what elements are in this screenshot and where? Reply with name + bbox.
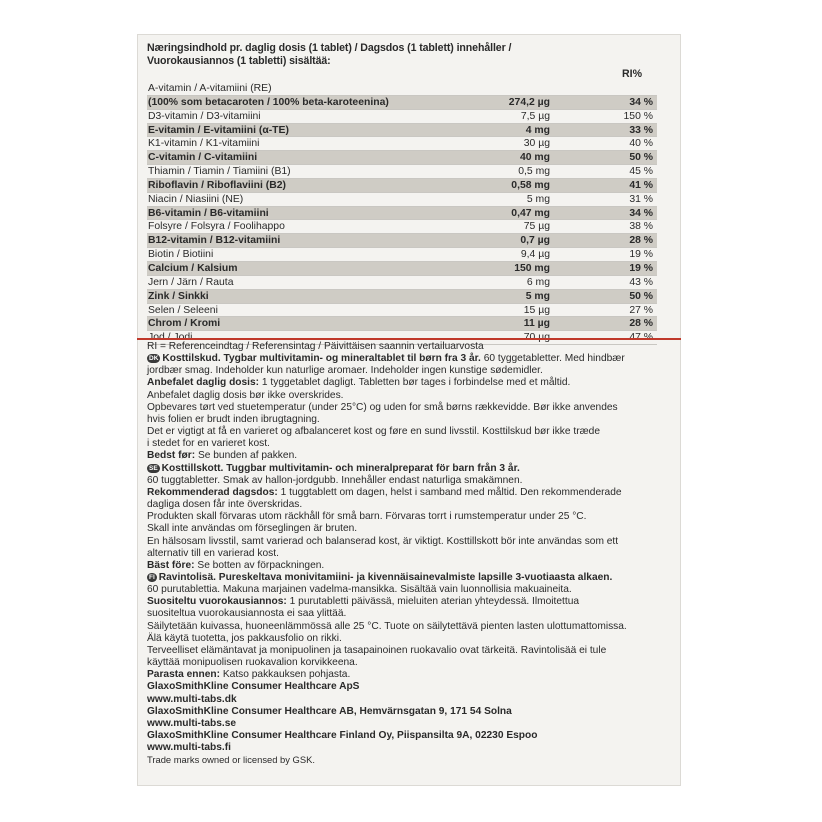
dk-best-before: [147, 450, 667, 462]
nutrient-ri-percent: 34 %: [629, 207, 653, 219]
nutrient-row: [147, 96, 657, 110]
nutrient-row: [147, 290, 657, 304]
se-best-before-label: Bäst före:: [147, 559, 195, 571]
dk-intro: [147, 353, 667, 365]
nutrient-ri-percent: 50 %: [629, 152, 653, 164]
fi-line-4: suositeltua vuorokausiannosta ei saa ylittää.: [147, 608, 347, 620]
nutrient-name: B12-vitamin / B12-vitamiini: [148, 235, 281, 247]
nutrient-name: Calcium / Kalsium: [148, 262, 238, 274]
nutrient-name: Niacin / Niasiini (NE): [148, 193, 244, 205]
nutrient-amount: 6 mg: [526, 276, 550, 288]
fi-best-before-text: Katso pakkauksen pohjasta.: [220, 669, 351, 681]
nutrient-row: [147, 165, 657, 179]
nutrient-amount: 150 mg: [514, 262, 550, 274]
nutrient-ri-percent: 28 %: [629, 318, 653, 330]
nutrient-ri-percent: 31 %: [629, 193, 653, 205]
fi-line-7: Terveelliset elämäntavat ja monipuolinen ja tasapainoinen ruokavalio ovat tärkeitä. Ravintolisää ei tule: [147, 644, 607, 656]
nutrition-header: [147, 42, 657, 68]
nutrition-header-line-1: Næringsindhold pr. daglig dosis (1 tablet) / Dagsdos (1 tablett) innehåller /: [147, 42, 512, 54]
ri-note: RI = Referenceindtag / Referensintag / Päivittäisen saannin vertailuarvosta: [147, 341, 484, 352]
nutrient-ri-percent: 150 %: [623, 110, 653, 122]
dk-intro-rest: 60 tyggetabletter. Med hindbær: [480, 353, 625, 365]
nutrient-row: [147, 248, 657, 262]
nutrient-ri-percent: 43 %: [629, 276, 653, 288]
fi-intro: [147, 572, 667, 584]
nutrient-amount: 11 µg: [523, 318, 550, 330]
nutrient-name: B6-vitamin / B6-vitamiini: [148, 207, 269, 219]
nutrient-row: [147, 220, 657, 234]
fi-line-2: 60 purutablettia. Makuna marjainen vadelma-mansikka. Sisältää vain luonnollisia makuaineita.: [147, 584, 572, 596]
fi-best-before-label: Parasta ennen:: [147, 669, 221, 681]
nutrient-ri-percent: 41 %: [629, 179, 653, 191]
se-dose-label: Rekommenderad dagsdos:: [147, 486, 278, 498]
fi-dose: [147, 596, 667, 608]
se-dose: [147, 487, 667, 499]
nutrient-row: [147, 151, 657, 165]
se-line-4: dagliga dosen får inte överskridas.: [147, 499, 303, 511]
fi-product-title: Ravintolisä. Pureskeltava monivitamiini- ja kivennäisainevalmiste lapsille 3-vuotiaasta alkaen.: [158, 571, 613, 583]
dk-line-6: hvis folien er brudt inden ibrugtagning.: [147, 413, 320, 425]
nutrient-ri-percent: 33 %: [629, 124, 653, 136]
nutrient-amount: 0,47 mg: [511, 207, 550, 219]
nutrient-row: [147, 82, 657, 96]
nutrient-name: Riboflavin / Riboflaviini (B2): [148, 179, 286, 191]
dk-line-7: Det er vigtigt at få en varieret og afbalanceret kost og føre en sund livsstil. Kosttilskud bør ikke træde: [147, 426, 600, 438]
nutrient-ri-percent: 40 %: [629, 138, 653, 150]
nutrient-row: [147, 234, 657, 248]
nutrient-row: [147, 137, 657, 151]
nutrient-row: [147, 276, 657, 290]
nutrient-name: Biotin / Biotiini: [148, 249, 214, 261]
nutrient-row: [147, 317, 657, 331]
dk-line-4: Anbefalet daglig dosis bør ikke overskrides.: [147, 389, 344, 401]
nutrient-amount: 0,5 mg: [518, 166, 550, 178]
nutrient-row: [147, 262, 657, 276]
fi-country-badge: FI: [149, 573, 155, 581]
nutrition-header-line-2: Vuorokausiannos (1 tabletti) sisältää:: [147, 55, 331, 67]
nutrient-ri-percent: 19 %: [629, 262, 653, 274]
nutrient-name: Jern / Järn / Rauta: [148, 276, 234, 288]
nutrient-name: Zink / Sinkki: [148, 290, 209, 302]
nutrient-name: C-vitamin / C-vitamiini: [148, 152, 258, 164]
company-dk: GlaxoSmithKline Consumer Healthcare ApS: [147, 681, 360, 693]
nutrient-amount: 5 mg: [526, 193, 550, 205]
se-line-6: Skall inte användas om förseglingen är bruten.: [147, 523, 358, 535]
se-line-5: Produkten skall förvaras utom räckhåll för små barn. Förvaras torrt i rumstemperatur under 25 °C.: [147, 511, 587, 523]
nutrient-amount: 9,4 µg: [520, 249, 550, 261]
nutrient-amount: 0,7 µg: [520, 235, 550, 247]
nutrient-row: [147, 110, 657, 124]
se-product-title: Kosttillskott. Tuggbar multivitamin- och mineralpreparat för barn från 3 år.: [161, 462, 520, 474]
se-dose-text: 1 tuggtablett om dagen, helst i samband med måltid. Den rekommenderade: [277, 486, 622, 498]
fi-line-6: Älä käytä tuotetta, jos pakkausfolio on rikki.: [147, 632, 342, 644]
nutrient-row: [147, 179, 657, 193]
trademark-note: Trade marks owned or licensed by GSK.: [147, 754, 315, 766]
nutrient-name: K1-vitamin / K1-vitamiini: [148, 138, 260, 150]
se-intro: [147, 463, 667, 475]
nutrient-amount: 30 µg: [523, 138, 550, 150]
se-best-before-text: Se botten av förpackningen.: [194, 559, 325, 571]
nutrient-row: [147, 304, 657, 318]
fi-dose-label: Suositeltu vuorokausiannos:: [147, 596, 287, 608]
red-divider-line: [137, 338, 681, 340]
dk-product-title: Kosttilskud. Tygbar multivitamin- og mineraltablet til børn fra 3 år.: [162, 353, 481, 365]
nutrient-amount: 0,58 mg: [511, 179, 550, 191]
dk-dose-label: Anbefalet daglig dosis:: [147, 377, 260, 389]
nutrient-ri-percent: 45 %: [629, 166, 653, 178]
ri-column-header: RI%: [622, 68, 643, 80]
se-line-8: alternativ till en varierad kost.: [147, 547, 279, 559]
nutrient-amount: 15 µg: [523, 304, 550, 316]
nutrient-ri-percent: 19 %: [629, 249, 653, 261]
se-best-before: [147, 560, 667, 572]
nutrient-name: A-vitamin / A-vitamiini (RE): [148, 83, 272, 94]
dk-line-8: i stedet for en varieret kost.: [147, 438, 270, 450]
nutrient-name: D3-vitamin / D3-vitamiini: [148, 110, 261, 122]
nutrient-amount: 5 mg: [525, 290, 550, 302]
nutrient-amount: 40 mg: [519, 152, 550, 164]
nutrient-ri-percent: 34 %: [629, 96, 653, 108]
fi-line-8: käyttää monipuolisen ruokavalion korvikkeena.: [147, 657, 358, 669]
dk-dose-text: 1 tyggetablet dagligt. Tabletten bør tages i forbindelse med et måltid.: [259, 377, 571, 389]
nutrient-name: Folsyre / Folsyra / Foolihappo: [148, 221, 285, 233]
se-line-7: En hälsosam livsstil, samt varierad och balanserad kost, är viktigt. Kosttillskott bör inte användas som ett: [147, 535, 619, 547]
nutrient-amount: 75 µg: [523, 221, 550, 233]
dk-line-2: jordbær smag. Indeholder kun naturlige aromaer. Indeholder ingen kunstige sødemidler.: [147, 365, 543, 377]
website-se: www.multi-tabs.se: [147, 717, 237, 729]
fi-line-5: Säilytetään kuivassa, huoneenlämmössä alle 25 °C. Tuote on säilytettävä pienten lasten ulottumattomissa.: [147, 620, 627, 632]
fi-dose-text: 1 purutabletti päivässä, mieluiten aterian yhteydessä. Ilmoitettua: [286, 596, 580, 608]
fi-best-before: [147, 669, 667, 681]
se-country-badge: SE: [149, 464, 158, 472]
nutrient-name: (100% som betacaroten / 100% beta-karoteenina): [148, 96, 389, 108]
nutrition-table: [147, 82, 657, 345]
dk-best-before-text: Se bunden af pakken.: [195, 450, 298, 462]
dk-line-5: Opbevares tørt ved stuetemperatur (under 25°C) og uden for små børns rækkevidde. Bør ikke anvendes: [147, 401, 618, 413]
nutrient-name: Chrom / Kromi: [148, 318, 221, 330]
nutrient-name: Thiamin / Tiamin / Tiamiini (B1): [148, 166, 291, 178]
label-text-block: [147, 341, 667, 766]
nutrient-name: Selen / Seleeni: [148, 304, 218, 316]
nutrient-name: E-vitamin / E-vitamiini (α-TE): [148, 124, 289, 136]
nutrient-ri-percent: 27 %: [629, 304, 653, 316]
dk-country-badge: DK: [149, 355, 159, 363]
dk-dose: [147, 377, 667, 389]
nutrient-amount: 7,5 µg: [520, 110, 550, 122]
nutrient-ri-percent: 50 %: [629, 290, 653, 302]
website-dk: www.multi-tabs.dk: [147, 693, 237, 705]
nutrient-ri-percent: 38 %: [629, 221, 653, 233]
nutrient-row: [147, 124, 657, 138]
company-fi: GlaxoSmithKline Consumer Healthcare Finland Oy, Piispansilta 9A, 02230 Espoo: [147, 730, 538, 741]
se-line-2: 60 tuggtabletter. Smak av hallon-jordgubb. Innehåller endast naturliga smakämnen.: [147, 474, 523, 486]
nutrient-ri-percent: 28 %: [629, 235, 653, 247]
company-se: GlaxoSmithKline Consumer Healthcare AB, Hemvärnsgatan 9, 171 54 Solna: [147, 705, 512, 717]
nutrient-row: [147, 193, 657, 207]
nutrient-amount: 274,2 µg: [508, 96, 550, 108]
dk-best-before-label: Bedst før:: [147, 450, 196, 462]
nutrient-amount: 4 mg: [525, 124, 550, 136]
website-fi: www.multi-tabs.fi: [147, 742, 231, 754]
nutrient-row: [147, 207, 657, 221]
